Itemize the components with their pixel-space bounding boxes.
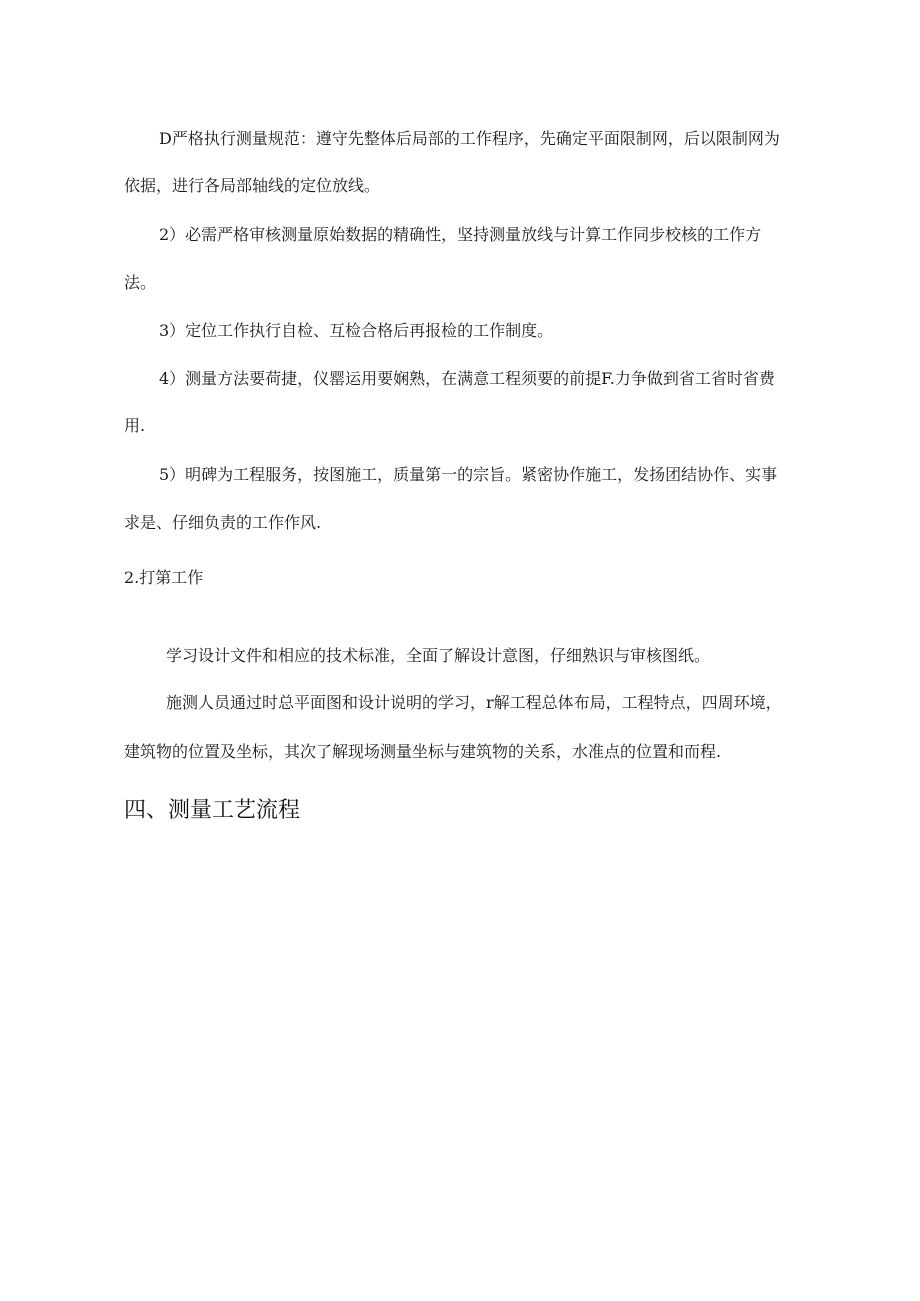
section-label: 2.打第工作 bbox=[124, 568, 204, 587]
paragraph-1-line-2: 依据，进行各局部轴线的定位放线。 bbox=[124, 176, 381, 195]
paragraph-3-line-1: 3）定位工作执行自检、互检合格后再报检的工作制度。 bbox=[159, 321, 554, 340]
section-heading: 四、测量工艺流程 bbox=[124, 798, 301, 823]
paragraph-1-line-1: D严格执行测量规范：遵守先整体后局部的工作程序，先确定平面限制网，后以限制网为 bbox=[159, 129, 780, 148]
paragraph-2-line-1: 2）必需严格审核测量原始数据的精确性，坚持测量放线与计算工作同步校核的工作方 bbox=[159, 225, 762, 244]
paragraph-2-line-2: 法。 bbox=[124, 273, 157, 292]
paragraph-4-line-1: 4）测量方法要荷捷，仪罂运用要娴熟，在满意工程须要的前提F.力争做到省工省时省费 bbox=[159, 369, 775, 388]
paragraph-5-line-1: 5）明碑为工程服务，按图施工，质量第一的宗旨。紧密协作施工，发扬团结协作、实事 bbox=[159, 465, 778, 484]
paragraph-4-line-2: 用. bbox=[124, 416, 146, 435]
prep-paragraph-1-line-1: 学习设计文件和相应的技术标准，全面了解设计意图，仔细熟识与审核图纸。 bbox=[166, 646, 711, 665]
prep-paragraph-2-line-1: 施测人员通过时总平面图和设计说明的学习，r解工程总体布局，工程特点，四周环境， bbox=[166, 693, 782, 712]
prep-paragraph-2-line-2: 建筑物的位置及坐标，其次了解现场测量坐标与建筑物的关系，水准点的位置和而程. bbox=[124, 742, 722, 761]
paragraph-5-line-2: 求是、仔细负责的工作作风. bbox=[124, 513, 322, 532]
